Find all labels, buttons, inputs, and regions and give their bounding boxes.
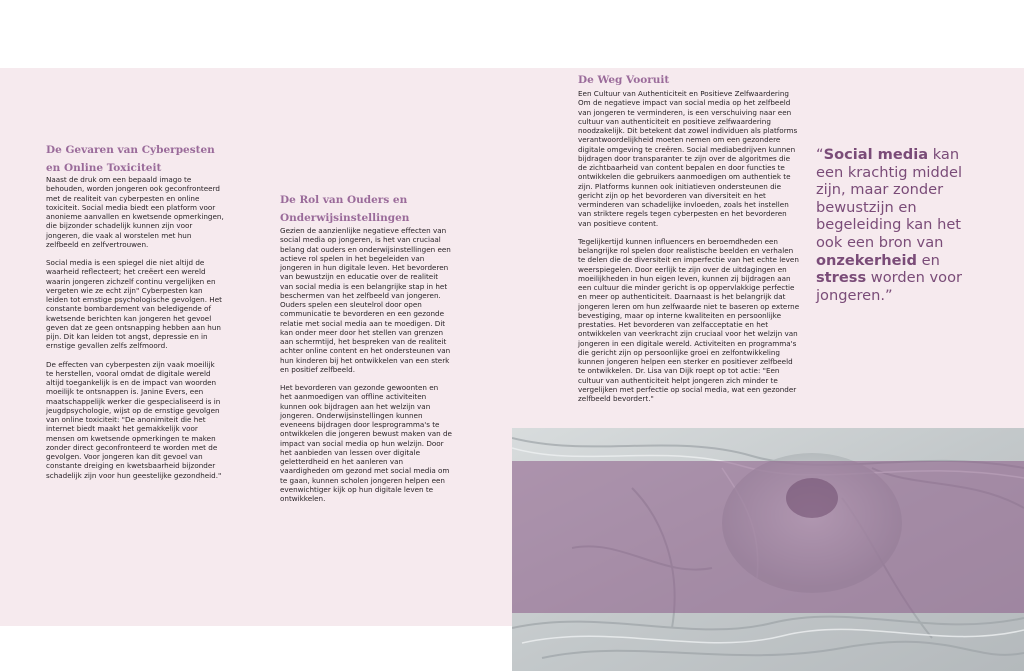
sheet-figure-photo — [512, 428, 1024, 671]
quote-text: kan een krachtig middel zijn, maar zonder bewustzijn en begeleiding kan het ook een bron van — [816, 146, 963, 251]
paragraph: Tegelijkertijd kunnen influencers en beroemdheden een belangrijke rol spelen door realistische beelden en verhalen te delen die de diversiteit en imperfectie van het echte leven weerspiegelen. Door eerlijk te zijn over de uitdagingen en moeilijkheden in hun eigen leven, kunnen zij bijdragen aan een cultuur die minder gericht is op oppervlakkige perfectie en meer op authenticiteit. Daarnaast is het belangrijk dat jongeren leren om hun zelfwaarde niet te baseren op externe bevestiging, maar op interne kwaliteiten en persoonlijke prestaties. Het bevorderen van zelfacceptatie en het ontwikkelen van veerkracht zijn cruciaal voor het welzijn van jongeren in een digitale wereld. Activiteiten en programma's die gericht zijn op persoonlijke groei en zelfontwikkeling kunnen jongeren helpen een sterker en positiever zelfbeeld te ontwikkelen. Dr. Lisa van Dijk roept op tot actie: "Een cultuur van authenticiteit helpt jongeren zich minder te vergelijken met perfectie op social media, wat een gezonder zelfbeeld bevordert." — [578, 236, 800, 403]
quote-text: worden voor jongeren.” — [816, 269, 963, 304]
column-way-forward — [578, 89, 800, 412]
paragraph: Social media is een spiegel die niet altijd de waarheid reflecteert; het creëert een wereld waarin jongeren zichzelf continu vergelijken en vergeten wie ze echt zijn" Cyberpesten kan leiden tot ernstige psychologische gevolgen. Het constante bombardement van beledigende of kwetsende berichten kan jongeren het gevoel geven dat ze geen ontsnapping hebben aan hun pijn. Dit kan leiden tot angst, depressie en in ernstige gevallen zelfs zelfmoord. — [46, 258, 222, 351]
heading-way-forward: De Weg Vooruit — [578, 74, 670, 86]
quote-emphasis-stress: stress — [816, 269, 867, 287]
heading-parents: De Rol van Ouders en Onderwijsinstellingen — [280, 194, 410, 224]
paragraph: Gezien de aanzienlijke negatieve effecten van social media op jongeren, is het van cruciaal belang dat ouders en onderwijsinstellingen een actieve rol spelen in het begeleiden van jongeren in hun digitale leven. Het bevorderen van bewustzijn en educatie over de realiteit van social media is een belangrijke stap in het beschermen van het zelfbeeld van jongeren. Ouders spelen een sleutelrol door open communicatie te bevorderen en een gezonde relatie met social media aan te moedigen. Dit kan onder meer door het stellen van grenzen aan schermtijd, het bespreken van de realiteit achter online content en het ondersteunen van hun kinderen bij het ontwikkelen van een sterk en positief zelfbeeld. — [280, 226, 451, 374]
heading-cyberbullying: De Gevaren van Cyberpesten en Online Toxiciteit — [46, 144, 215, 174]
quote-text: en — [916, 251, 940, 269]
paragraph: Naast de druk om een bepaald imago te behouden, worden jongeren ook geconfronteerd met de realiteit van cyberpesten en online toxiciteit. Social media biedt een platform voor anonieme aanvallen en kwetsende opmerkingen, die bijzonder schadelijk kunnen zijn voor jongeren, die vaak al worstelen met hun zelfbeeld en zelfvertrouwen. — [46, 175, 224, 249]
quote-open-mark: “ — [816, 146, 824, 163]
paragraph: Het bevorderen van gezonde gewoonten en het aanmoedigen van offline activiteiten kunnen ook bijdragen aan het welzijn van jongeren. Onderwijsinstellingen kunnen eveneens bijdragen door lesprogramma's te ontwikkelen die jongeren bewust maken van de impact van social media op hun welzijn. Door het aanbieden van lessen over digitale geletterdheid en het aanleren van vaardigheden om gezond met social media om te gaan, kunnen scholen jongeren helpen een evenwichtiger kijk op hun digitale leven te ontwikkelen. — [280, 383, 452, 503]
paragraph: De effecten van cyberpesten zijn vaak moeilijk te herstellen, vooral omdat de digitale wereld altijd toegankelijk is en de impact van woorden moeilijk te ontsnappen is. Janine Evers, een maatschappelijk werker die gespecialiseerd is in jeugdpsychologie, wijst op de ernstige gevolgen van online toxiciteit: "De anonimiteit die het internet biedt maakt het gemakkelijk voor mensen om kwetsende opmerkingen te maken zonder direct geconfronteerd te worden met de gevolgen. Voor jongeren kan dit gevoel van constante dreiging en kwetsbaarheid bijzonder schadelijk zijn voor hun geestelijke gezondheid." — [46, 359, 222, 480]
pull-quote — [816, 146, 988, 304]
quote-emphasis-social-media: Social media — [823, 146, 929, 163]
sheet-photo-graphic — [512, 428, 1024, 671]
quote-emphasis-insecurity: onzekerheid — [816, 251, 917, 269]
column-parents — [280, 226, 452, 512]
paragraph: Een Cultuur van Authenticiteit en Positieve Zelfwaardering Om de negatieve impact van social media op het zelfbeeld van jongeren te verminderen, is een verschuiving naar een cultuur van authenticiteit en positieve zelfwaardering noodzakelijk. Dit betekent dat zowel individuen als platforms verantwoordelijkheid moeten nemen om een gezondere digitale omgeving te creëren. Social mediabedrijven kunnen bijdragen door transparanter te zijn over de algoritmes die de zichtbaarheid van content bepalen en door functies te ontwikkelen die gebruikers aanmoedigen om authentiek te zijn. Platforms kunnen ook initiatieven ondersteunen die gericht zijn op het bevorderen van diversiteit en het verminderen van schadelijke invloeden, zoals het instellen van striktere regels tegen cyberpesten en het bevorderen van positieve content. — [578, 89, 798, 228]
column-cyberbullying — [46, 175, 224, 489]
